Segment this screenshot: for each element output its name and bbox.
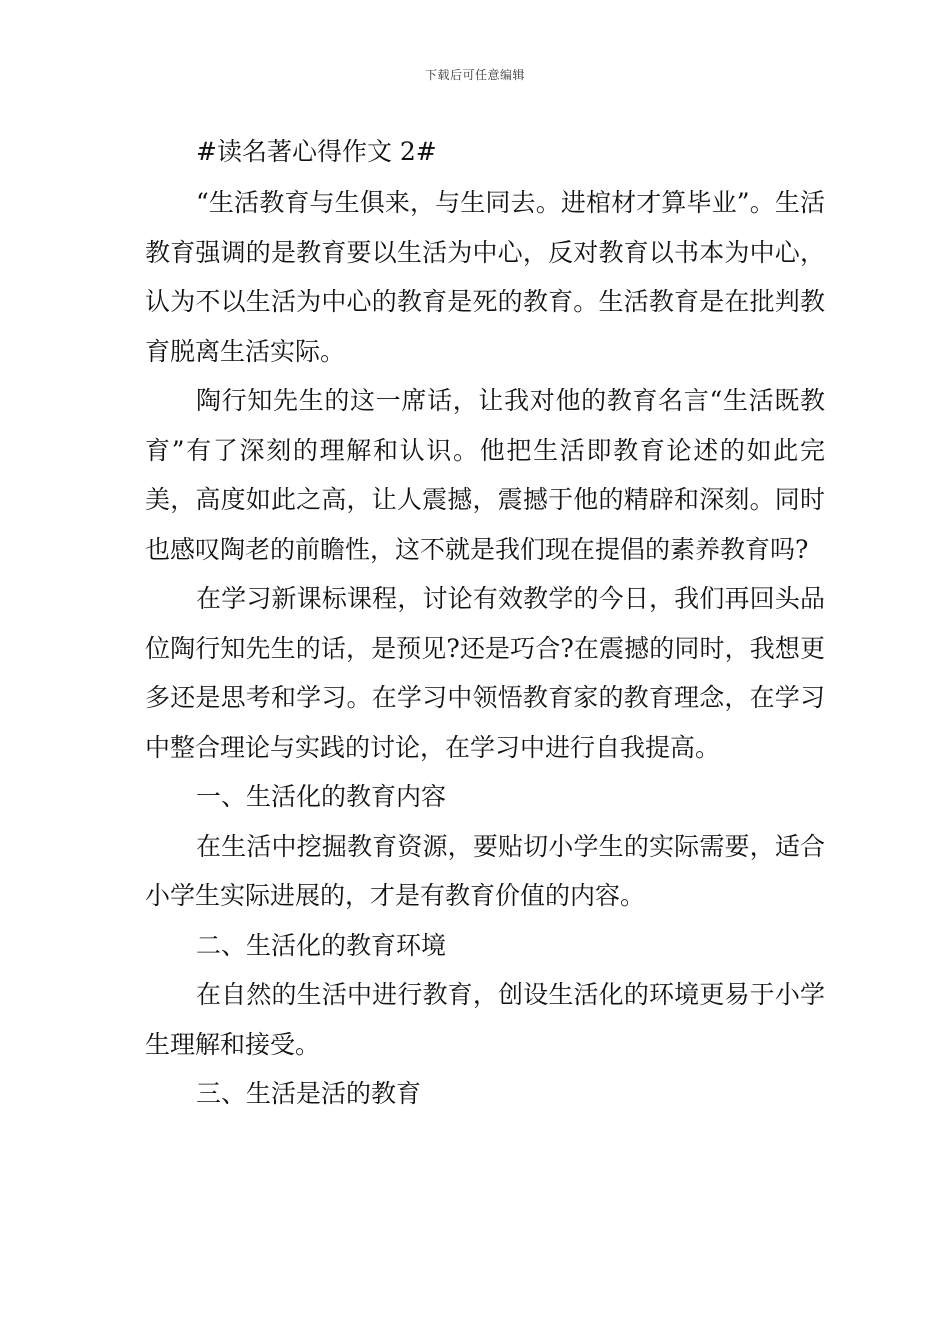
page-header: 下载后可任意编辑	[424, 68, 525, 82]
paragraph-2: 陶行知先生的这一席话，让我对他的教育名言“生活既教育”有了深刻的理解和认识。他把生活即教育论述的如此完美，高度如此之高，让人震撼，震撼于他的精辟和深刻。同时也感叹陶老的前瞻性，这不就是我们现在提倡的素养教育吗?	[145, 386, 825, 564]
section-heading-3: 三、生活是活的教育	[196, 1079, 422, 1108]
section-heading-2: 二、生活化的教育环境	[196, 930, 447, 960]
paragraph-4: 在生活中挖掘教育资源，要贴切小学生的实际需要，适合小学生实际进展的，才是有教育价值的内容。	[145, 831, 825, 910]
paragraph-3: 在学习新课标课程，讨论有效教学的今日，我们再回头品位陶行知先生的话，是预见?还是巧合?在震撼的同时，我想更多还是思考和学习。在学习中领悟教育家的教育理念，在学习中整合理论与实践的讨论，在学习中进行自我提高。	[145, 584, 825, 762]
paragraph-5: 在自然的生活中进行教育，创设生活化的环境更易于小学生理解和接受。	[145, 980, 825, 1059]
paragraph-1: “生活教育与生俱来，与生同去。进棺材才算毕业”。生活教育强调的是教育要以生活为中心，反对教育以书本为中心，认为不以生活为中心的教育是死的教育。生活教育是在批判教育脱离生活实际。	[145, 188, 825, 366]
document-title: #读名著心得作文 2#	[196, 137, 437, 166]
document-body	[145, 127, 825, 1119]
section-heading-1: 一、生活化的教育内容	[196, 782, 447, 811]
